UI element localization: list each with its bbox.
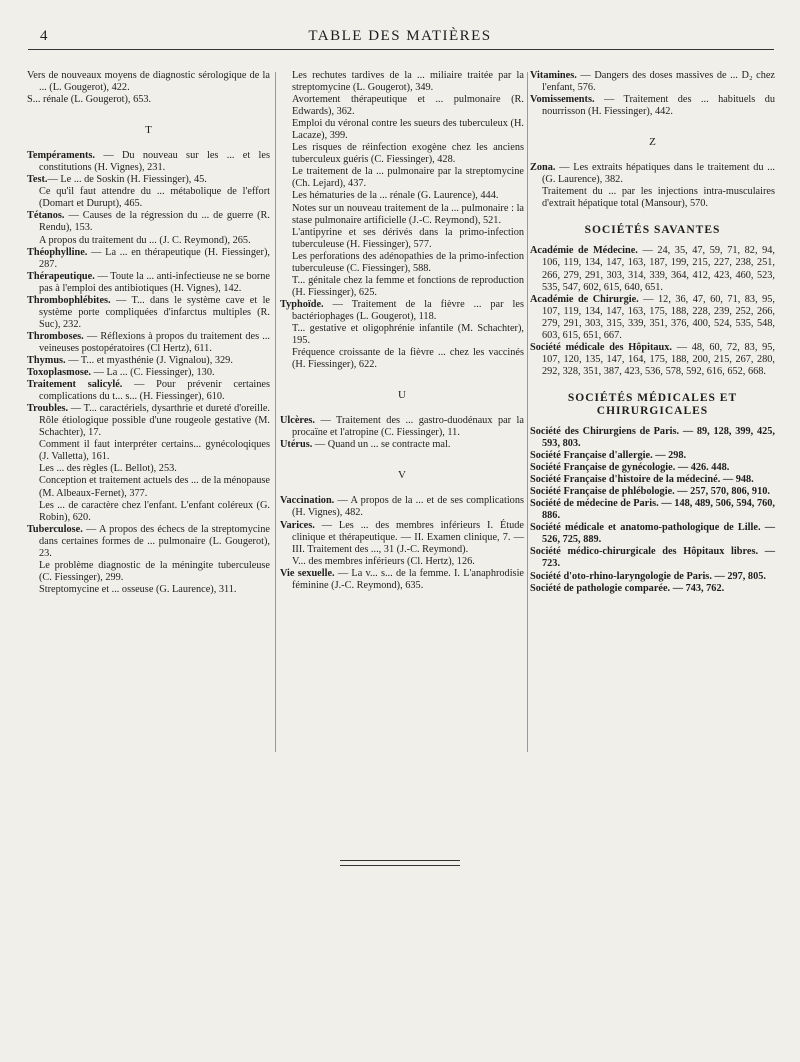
page-title: TABLE DES MATIÈRES: [308, 28, 492, 44]
society-entry: Société d'oto-rhino-laryngologie de Paris. — 297, 805.: [530, 570, 766, 582]
index-entry-text: — 24, 35, 47, 59, 71, 82, 94, 106, 119, 134, 147, 163, 187, 199, 215, 227, 238, 251, 266, 279, 291, 303, 314, 339, 364, 412, 423, 460, 523, 535, 547, 602, 615, 640, 651.: [542, 245, 775, 293]
index-subentry: Les ... de caractère chez l'enfant. L'enfant coléreux (G. Robin), 620.: [39, 499, 270, 523]
index-headword: Tétanos.: [27, 210, 65, 222]
index-entry: [530, 342, 775, 378]
index-entry-text: — La ... en thérapeutique (H. Fiessinger), 287.: [39, 246, 270, 270]
society-entry: Société de médecine de Paris. — 148, 489, 506, 594, 760, 886.: [530, 498, 775, 522]
index-entry-text: — Pour prévenir certaines complications du t... s... (H. Fiessinger), 610.: [39, 379, 270, 403]
index-headword: Zona.: [530, 162, 556, 174]
letter-heading: V: [398, 469, 406, 482]
column-rule-2: [527, 72, 528, 752]
index-headword: Traitement salicylé.: [27, 379, 123, 391]
society-entry: Société médicale et anatomo-pathologique de Lille. — 526, 725, 889.: [530, 522, 775, 546]
index-headword: Toxoplasmose.: [27, 367, 91, 379]
index-entry-text: — Dangers des doses massives de ... D₂ chez l'enfant, 576.: [542, 70, 775, 94]
index-entry-text: — Les extraits hépatiques dans le traitement du ... (G. Laurence), 382.: [542, 162, 775, 186]
index-headword: Tuberculose.: [27, 523, 83, 535]
index-subentry: Avortement thérapeutique et ... pulmonaire (R. Edwards), 362.: [292, 94, 524, 118]
index-subentry: Les rechutes tardives de la ... miliaire traitée par la streptomycine (L. Gougerot), 349.: [292, 70, 524, 94]
index-entry-text: — Traitement des ... gastro-duodénaux par la procaïne et l'atropine (C. Fiessinger), 11.: [292, 415, 524, 439]
index-entry-text: S... rénale (L. Gougerot), 653.: [27, 94, 152, 106]
index-headword: Test.: [27, 174, 48, 186]
index-headword: Théophylline.: [27, 246, 88, 258]
letter-heading: Z: [649, 136, 656, 149]
index-entry: [27, 70, 270, 94]
index-entry: [530, 162, 775, 186]
index-column-3: [530, 70, 775, 595]
index-entry: [27, 271, 270, 295]
index-entry-text: — T... et myasthénie (J. Vignalou), 329.: [65, 354, 233, 366]
index-headword: Tempéraments.: [27, 150, 95, 162]
index-column-2: [280, 70, 524, 592]
index-entry-text: — Toute la ... anti-infectieuse ne se borne pas à l'emploi des antibiotiques (H. Vignes), 142.: [39, 270, 270, 294]
index-entry-text: — T... dans le système cave et le système porte compliquées d'infarctus multiples (R. Suc), 232.: [39, 294, 270, 330]
index-entry: [27, 150, 270, 174]
index-subentry: Conception et traitement actuels des ... de la ménopause (M. Albeaux-Fernet), 377.: [39, 475, 270, 499]
index-entry-text: — Les ... des membres inférieurs I. Étude clinique et thérapeutique. — II. Examen clinique, 7. — III. Traitement des ..., 31 (J.-C. Reymond).: [292, 519, 524, 555]
end-rule-top: [340, 860, 460, 861]
index-subentry: Le traitement de la ... pulmonaire par la streptomycine (Ch. Lejard), 437.: [292, 166, 524, 190]
index-subentry: Les hématuries de la ... rénale (G. Laurence), 444.: [292, 190, 499, 202]
index-subentry: Les ... des règles (L. Bellot), 253.: [39, 463, 177, 475]
index-headword: Vaccination.: [280, 495, 335, 507]
index-entry: [27, 524, 270, 560]
index-entry: [27, 295, 270, 331]
index-entry-text: — La v... s... de la femme. I. L'anaphrodisie féminine (J.-C. Reymond), 635.: [292, 567, 524, 591]
index-column-1: [27, 70, 270, 596]
index-entry: [280, 520, 524, 556]
index-subentry: Comment il faut interpréter certains... gynécoloqiques (J. Valletta), 161.: [39, 439, 270, 463]
index-headword: Thymus.: [27, 354, 66, 366]
index-subentry: Fréquence croissante de la fièvre ... chez les vaccinés (H. Fiessinger), 622.: [292, 347, 524, 371]
index-subentry: Le problème diagnostic de la méningite tuberculeuse (C. Fiessinger), 299.: [39, 559, 270, 583]
index-entry-text: — Traitement de la fièvre ... par les bactériophages (L. Gougerot), 118.: [292, 298, 524, 322]
index-subentry: V... des membres inférieurs (Cl. Hertz), 126.: [292, 555, 475, 567]
index-entry: [27, 367, 270, 379]
index-entry-text: — T... caractériels, dysarthrie et dureté d'oreille. Rôle étiologique possible d'une rougeole gestative (M. Schachter), 17.: [39, 403, 270, 439]
index-entry: [27, 379, 270, 403]
index-entry: [280, 568, 524, 592]
index-subentry: Ce qu'il faut attendre du ... métabolique de l'effort (Domart et Durupt), 465.: [39, 186, 270, 210]
section-heading: SOCIÉTÉS MÉDICALES ET CHIRURGICALES: [567, 391, 738, 417]
index-entry-text: — Le ... de Soskin (H. Fiessinger), 45.: [47, 174, 207, 186]
index-entry-text: — 12, 36, 47, 60, 71, 83, 95, 107, 119, 134, 147, 163, 175, 188, 228, 239, 252, 266, 279, 291, 303, 315, 339, 351, 376, 400, 524, 535, 548, 603, 615, 651, 667.: [542, 293, 775, 341]
society-entry: Société Française de phlébologie. — 257, 570, 806, 910.: [530, 486, 770, 498]
index-entry-text: — Causes de la régression du ... de guerre (R. Rendu), 153.: [39, 210, 270, 234]
index-entry-text: — Traitement des ... habituels du nourrisson (H. Fiessinger), 442.: [542, 94, 775, 118]
society-entry: Société des Chirurgiens de Paris. — 89, 128, 399, 425, 593, 803.: [530, 425, 775, 449]
index-entry-text: — Du nouveau sur les ... et les constitutions (H. Vignes), 231.: [39, 150, 270, 174]
index-entry: [27, 403, 270, 439]
index-subentry: Notes sur un nouveau traitement de la ... pulmonaire : la stase pulmonaire artificielle (J.-C. Reymond), 521.: [292, 202, 524, 226]
index-entry: [280, 495, 524, 519]
index-headword: Académie de Chirurgie.: [530, 293, 639, 305]
index-entry: [280, 439, 524, 451]
index-headword: Typhoïde.: [280, 298, 324, 310]
index-headword: Société médicale des Hôpitaux.: [530, 341, 673, 353]
letter-heading: U: [398, 389, 406, 402]
index-entry: [27, 247, 270, 271]
index-headword: Vitamines.: [530, 70, 577, 81]
society-entry: Société Française d'histoire de la médeciné. — 948.: [530, 474, 754, 486]
index-entry-text: Vers de nouveaux moyens de diagnostic sérologique de la ... (L. Gougerot), 422.: [27, 70, 270, 94]
index-headword: Vie sexuelle.: [280, 567, 335, 579]
end-rule-bottom: [340, 865, 460, 866]
index-headword: Thrombophlébites.: [27, 294, 111, 306]
index-subentry: T... gestative et oligophrénie infantile (M. Schachter), 195.: [292, 322, 524, 347]
index-entry-text: — A propos de la ... et de ses complications (H. Vignes), 482.: [292, 495, 524, 519]
index-entry: [530, 245, 775, 293]
index-headword: Thromboses.: [27, 330, 84, 342]
index-headword: Académie de Médecine.: [530, 245, 638, 257]
index-entry: [27, 355, 270, 367]
page-number: 4: [40, 28, 48, 44]
index-subentry: Emploi du véronal contre les sueurs des tuberculeux (H. Lacaze), 399.: [292, 118, 524, 142]
index-subentry: Streptomycine et ... osseuse (G. Laurence), 311.: [39, 583, 237, 595]
index-entry: [27, 174, 270, 186]
index-headword: Varices.: [280, 519, 315, 531]
index-entry-text: — 48, 60, 72, 83, 95, 107, 120, 135, 147, 164, 175, 188, 200, 215, 267, 280, 292, 328, 351, 387, 423, 536, 578, 592, 616, 652, 668.: [542, 341, 775, 377]
index-entry: [280, 299, 524, 323]
society-entry: Société Française de gynécologie. — 426. 448.: [530, 462, 730, 474]
index-headword: Vomissements.: [530, 94, 595, 106]
column-rule-1: [275, 72, 276, 752]
index-entry: [27, 94, 270, 106]
index-entry-text: — A propos des échecs de la streptomycine dans certaines formes de ... pulmonaire (L. Gougerot), 23.: [39, 523, 270, 559]
index-entry-text: — La ... (C. Fiessinger), 130.: [91, 367, 215, 379]
index-subentry: Les risques de réinfection exogène chez les anciens tuberculeux guéris (C. Fiessinger), 428.: [292, 142, 524, 166]
index-entry: [530, 70, 775, 94]
index-entry-text: — Réflexions à propos du traitement des ... veineuses postopératoires (Cl Hertz), 611.: [39, 330, 270, 354]
section-heading: SOCIÉTÉS SAVANTES: [584, 224, 721, 237]
index-subentry: L'antipyrine et ses dérivés dans la primo-infection tuberculeuse (H. Fiessinger), 577.: [292, 226, 524, 250]
letter-heading: T: [145, 124, 152, 137]
index-headword: Utérus.: [280, 439, 313, 451]
index-entry: [27, 331, 270, 355]
society-entry: Société médico-chirurgicale des Hôpitaux libres. — 723.: [530, 546, 775, 570]
index-entry: [27, 210, 270, 234]
index-entry-text: — Quand un ... se contracte mal.: [312, 439, 451, 451]
index-headword: Thérapeutique.: [27, 270, 95, 282]
society-entry: Société de pathologie comparée. — 743, 762.: [530, 582, 725, 594]
index-entry: [530, 294, 775, 342]
index-subentry: A propos du traitement du ... (J. C. Reymond), 265.: [39, 234, 251, 246]
index-entry: [280, 415, 524, 439]
society-entry: Société Française d'allergie. — 298.: [530, 450, 687, 462]
index-entry: [530, 94, 775, 118]
index-subentry: Traitement du ... par les injections intra-musculaires d'extrait hépatique total (Mansour), 570.: [542, 186, 775, 210]
index-subentry: T... génitale chez la femme et fonctions de reproduction (H. Fiessinger), 625.: [292, 274, 524, 298]
index-subentry: Les perforations des adénopathies de la primo-infection tuberculeuse (C. Fiessinger), 588.: [292, 250, 524, 274]
index-headword: Troubles.: [27, 403, 69, 415]
index-headword: Ulcères.: [280, 415, 315, 427]
header-rule: [28, 49, 774, 50]
